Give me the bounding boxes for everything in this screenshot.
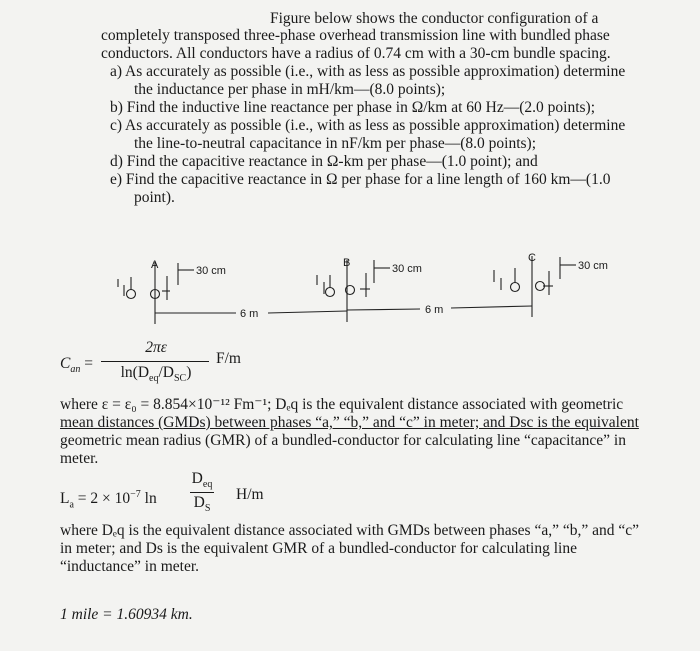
- inductance-fraction-bar: [190, 492, 214, 493]
- bundle-spacing-c-label: 30 cm: [578, 260, 608, 272]
- bundle-spacing-a-label: 30 cm: [196, 265, 226, 277]
- capacitance-numerator: 2πε: [145, 339, 167, 356]
- capacitance-explanation-line-2: mean distances (GMDs) between phases “a,” “b,” and “c” in meter; and Dsc is the equivalent: [60, 414, 639, 431]
- item-c-line-1: c) As accurately as possible (i.e., with as less as possible approximation) determine: [110, 117, 626, 134]
- capacitance-explanation-line-3: geometric mean radius (GMR) of a bundled-conductor for calculating line “capacitance” in: [60, 432, 626, 449]
- phase-b-bundle: [317, 260, 390, 322]
- phase-a-label: A: [151, 259, 159, 271]
- item-a-line-1: a) As accurately as possible (i.e., with as less as possible approximation) determine: [110, 63, 626, 80]
- phase-c-label: C: [528, 252, 536, 264]
- item-e-line-1: e) Find the capacitive reactance in Ω per phase for a line length of 160 km—(1.0: [110, 171, 611, 188]
- inductance-explanation-line-3: “inductance” in meter.: [60, 558, 200, 575]
- item-e-line-2: point).: [134, 189, 175, 206]
- capacitance-fraction-bar: [101, 361, 209, 362]
- dimension-line-bc-right: [451, 306, 532, 308]
- dimension-line-ab-right: [268, 311, 347, 313]
- distance-bc-label: 6 m: [425, 304, 444, 316]
- mile-conversion: 1 mile = 1.60934 km.: [60, 606, 193, 623]
- capacitance-unit: F/m: [216, 350, 241, 367]
- inductance-unit: H/m: [236, 486, 264, 503]
- intro-line-3: conductors. All conductors have a radius of 0.74 cm with a 30-cm bundle spacing.: [101, 45, 611, 62]
- inductance-denominator: $D_S$: [193, 494, 211, 515]
- inductance-numerator: $D_{eq}$: [191, 470, 213, 491]
- item-a-line-2: the inductance per phase in mH/km—(8.0 points);: [134, 81, 446, 98]
- item-d-line-1: d) Find the capacitive reactance in Ω-km per phase—(1.0 point); and: [110, 153, 538, 170]
- item-c-line-2: the line-to-neutral capacitance in nF/km per phase—(8.0 points);: [134, 135, 537, 152]
- inductance-explanation-line-2: in meter; and Ds is the equivalent GMR of a bundled-conductor for calculating line: [60, 540, 577, 557]
- capacitance-explanation-line-4: meter.: [60, 450, 99, 467]
- bundle-spacing-b-label: 30 cm: [392, 263, 422, 275]
- capacitance-lhs: $C_{an}$ =: [60, 355, 93, 376]
- intro-line-2: completely transposed three-phase overhead transmission line with bundled phase: [101, 27, 610, 44]
- phase-b-label: B: [343, 257, 351, 269]
- capacitance-denominator: $\ln(D_{eq}/D_{SC})$: [120, 364, 192, 385]
- inductance-explanation-line-1: where Dₑq is the equivalent distance associated with GMDs between phases “a,” “b,” and “c”: [60, 522, 639, 539]
- item-b-line-1: b) Find the inductive line reactance per phase in Ω/km at 60 Hz—(2.0 points);: [110, 99, 595, 116]
- distance-ab-label: 6 m: [240, 308, 259, 320]
- dimension-line-bc-left: [347, 309, 420, 310]
- inductance-lhs: $L_a = 2 \times 10^{-7}$ ln: [60, 489, 157, 511]
- intro-line-1: Figure below shows the conductor configuration of a: [270, 10, 599, 27]
- capacitance-explanation-line-1: where ε = ε₀ = 8.854×10⁻¹² Fm⁻¹; Dₑq is the equivalent distance associated with geometric: [60, 396, 624, 413]
